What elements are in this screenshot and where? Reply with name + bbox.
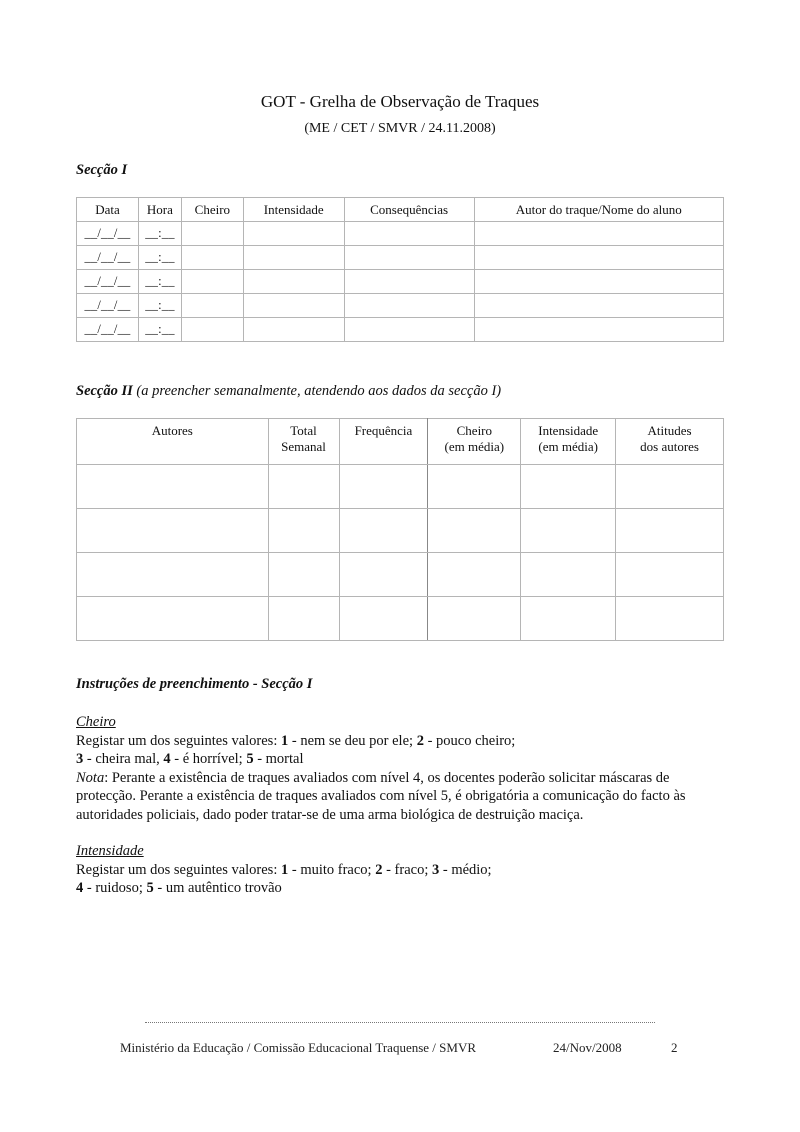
instructions-heading: Instruções de preenchimento - Secção I [76,676,313,692]
table-row [77,465,724,509]
atitudes-cell[interactable] [616,465,724,509]
atitudes-cell[interactable] [616,597,724,641]
section-2-title: Secção II [76,383,133,399]
column-header: Frequência [339,419,428,465]
cheiro-media-cell[interactable] [428,597,521,641]
cheiro-media-cell[interactable] [428,553,521,597]
cheiro-title: Cheiro [76,714,116,730]
time-field[interactable]: __:__ [138,270,181,294]
frequencia-cell[interactable] [339,597,428,641]
atitudes-cell[interactable] [616,553,724,597]
table-row [77,294,724,318]
consequencias-cell[interactable] [344,222,474,246]
autor-cell[interactable] [474,318,723,342]
column-header: Autor do traque/Nome do aluno [474,198,723,222]
cheiro-cell[interactable] [181,318,243,342]
document-title: GOT - Grelha de Observação de Traques [260,92,540,111]
section-1-heading: Secção I [76,162,128,178]
autor-cell[interactable] [474,270,723,294]
intensidade-cell[interactable] [243,222,344,246]
autores-cell[interactable] [77,509,269,553]
table-row [77,553,724,597]
intensidade-cell[interactable] [243,318,344,342]
footer-org: Ministério da Educação / Comissão Educacional Traquense / SMVR [120,1040,477,1055]
date-field[interactable]: __/__/__ [77,294,139,318]
column-header: Hora [138,198,181,222]
consequencias-cell[interactable] [344,318,474,342]
table-header-row [77,419,724,465]
autores-cell[interactable] [77,465,269,509]
frequencia-cell[interactable] [339,509,428,553]
section-2-note: (a preencher semanalmente, atendendo aos dados da secção I) [132,383,502,399]
cheiro-cell[interactable] [181,270,243,294]
autor-cell[interactable] [474,294,723,318]
cheiro-cell[interactable] [181,246,243,270]
time-field[interactable]: __:__ [138,318,181,342]
frequencia-cell[interactable] [339,465,428,509]
intensidade-media-cell[interactable] [521,509,616,553]
column-header: Consequências [344,198,474,222]
intensidade-title: Intensidade [76,843,144,859]
frequencia-cell[interactable] [339,553,428,597]
cheiro-values: Registar um dos seguintes valores: 1 - nem se deu por ele; 2 - pouco cheiro; 3 - cheira mal, 4 - é horrível; 5 - mortal [76,732,516,767]
total-semanal-cell[interactable] [268,465,339,509]
intensidade-media-cell[interactable] [521,465,616,509]
column-header: Intensidade (em média) [521,419,616,465]
intensidade-values: Registar um dos seguintes valores: 1 - muito fraco; 2 - fraco; 3 - médio; 4 - ruidoso; 5 - um autêntico trovão [76,861,492,896]
cheiro-cell[interactable] [181,222,243,246]
column-header: Atitudes dos autores [616,419,724,465]
column-header: Intensidade [243,198,344,222]
intensidade-cell[interactable] [243,294,344,318]
column-header: Cheiro [181,198,243,222]
intensidade-media-cell[interactable] [521,597,616,641]
table-row [77,246,724,270]
section-2-heading [76,383,501,400]
footer-date: 24/Nov/2008 [553,1040,622,1055]
autor-cell[interactable] [474,222,723,246]
table-row [77,597,724,641]
date-field[interactable]: __/__/__ [77,270,139,294]
intensidade-instructions [76,842,728,898]
total-semanal-cell[interactable] [268,553,339,597]
consequencias-cell[interactable] [344,270,474,294]
column-header: Autores [77,419,269,465]
consequencias-cell[interactable] [344,294,474,318]
footer-divider [145,1022,655,1023]
column-header: Cheiro (em média) [428,419,521,465]
time-field[interactable]: __:__ [138,222,181,246]
table-row [77,509,724,553]
table-header-row [77,198,724,222]
consequencias-cell[interactable] [344,246,474,270]
column-header: Data [77,198,139,222]
intensidade-media-cell[interactable] [521,553,616,597]
time-field[interactable]: __:__ [138,294,181,318]
intensidade-cell[interactable] [243,246,344,270]
total-semanal-cell[interactable] [268,509,339,553]
column-header: Total Semanal [268,419,339,465]
page-number: 2 [671,1040,678,1055]
section-2-table [76,418,724,641]
date-field[interactable]: __/__/__ [77,222,139,246]
cheiro-media-cell[interactable] [428,465,521,509]
cheiro-instructions [76,713,728,824]
autor-cell[interactable] [474,246,723,270]
intensidade-cell[interactable] [243,270,344,294]
atitudes-cell[interactable] [616,509,724,553]
section-1-table [76,197,724,342]
date-field[interactable]: __/__/__ [77,246,139,270]
date-field[interactable]: __/__/__ [77,318,139,342]
document-subtitle: (ME / CET / SMVR / 24.11.2008) [304,121,496,136]
cheiro-cell[interactable] [181,294,243,318]
time-field[interactable]: __:__ [138,246,181,270]
cheiro-media-cell[interactable] [428,509,521,553]
total-semanal-cell[interactable] [268,597,339,641]
table-row [77,318,724,342]
table-row [77,270,724,294]
footer [120,1040,678,1056]
table-row [77,222,724,246]
autores-cell[interactable] [77,597,269,641]
autores-cell[interactable] [77,553,269,597]
cheiro-note: Nota: Perante a existência de traques avaliados com nível 4, os docentes poderão solicitar máscaras de protecção. Perante a existência de traques avaliados com nível 5, é obrigatória a comunicação do facto às autoridades policiais, dado poder tratar-se de uma arma biológica de destruição maciça. [76,769,686,823]
